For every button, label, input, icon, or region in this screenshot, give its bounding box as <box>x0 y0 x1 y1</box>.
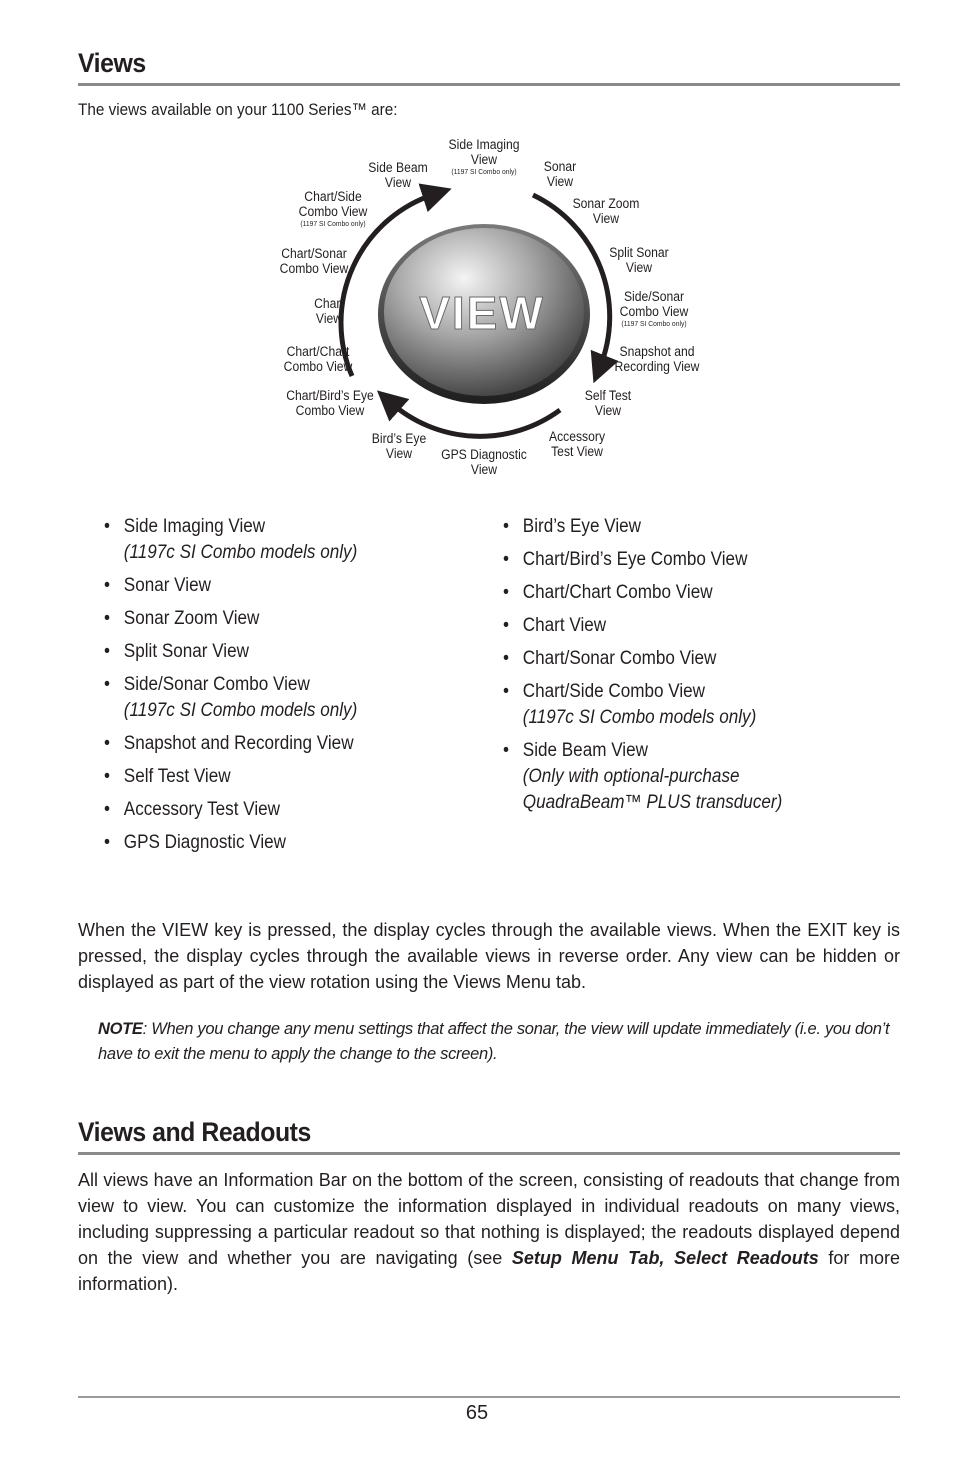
list-item: • Chart/Side Combo View (1197c SI Combo models only) <box>503 679 782 731</box>
list-item: • Snapshot and Recording View <box>104 731 357 757</box>
view-cycle-diagram <box>260 132 730 482</box>
views-list-right <box>503 514 813 823</box>
list-item: • Self Test View <box>104 764 357 790</box>
note-paragraph <box>98 1017 898 1067</box>
setup-menu-reference: Setup Menu Tab, Select Readouts <box>511 1248 819 1268</box>
note-text: : When you change any menu settings that affect the sonar, the view will update immediately (i.e. you don’t have to exit the menu to apply the change to the screen). <box>98 1020 890 1063</box>
list-item: • Sonar Zoom View <box>104 606 357 632</box>
diagram-label-chart-birds-eye: Chart/Bird’s Eye Combo View <box>286 388 374 418</box>
views-list-left <box>104 514 385 863</box>
section-title-views-readouts: Views and Readouts <box>78 1117 311 1147</box>
list-item: • Chart View <box>503 613 782 639</box>
diagram-label-birds-eye: Bird’s Eye View <box>371 431 427 461</box>
view-key-label: VIEW <box>419 287 545 339</box>
diagram-label-chart-side: Chart/Side Combo View (1197 SI Combo only) <box>298 189 368 228</box>
diagram-label-gps-diagnostic: GPS Diagnostic View <box>441 447 527 477</box>
diagram-label-side-sonar-combo: Side/Sonar Combo View (1197 SI Combo only) <box>619 289 689 328</box>
diagram-label-sonar: Sonar View <box>543 159 577 189</box>
diagram-label-side-beam: Side Beam View <box>368 160 428 190</box>
diagram-label-chart-chart: Chart/Chart Combo View <box>283 344 353 374</box>
diagram-label-accessory-test: Accessory Test View <box>548 429 606 459</box>
section-title-views: Views <box>78 48 146 78</box>
footer-rule <box>78 1396 900 1398</box>
list-item: • Accessory Test View <box>104 797 357 823</box>
list-item: • Side Imaging View (1197c SI Combo models only) <box>104 514 357 566</box>
list-item: • Chart/Chart Combo View <box>503 580 782 606</box>
list-item: • Sonar View <box>104 573 357 599</box>
diagram-label-self-test: Self Test View <box>584 388 632 418</box>
section2-rule <box>78 1152 900 1155</box>
diagram-label-sonar-zoom: Sonar Zoom View <box>572 196 640 226</box>
title-rule <box>78 83 900 86</box>
intro-text: The views available on your 1100 Series™ are: <box>78 100 398 119</box>
diagram-label-split-sonar: Split Sonar View <box>609 245 669 275</box>
page-number: 65 <box>465 1402 489 1424</box>
list-item: • GPS Diagnostic View <box>104 830 357 856</box>
readouts-paragraph: All views have an Information Bar on the bottom of the screen, consisting of readouts that change from view to view. You can customize the information displayed in individual readouts on many views, including suppressing a particular readout so that nothing is displayed; the readouts displayed depend on the view and whether you are navigating (see Setup Menu Tab, Select Readouts for more information). <box>78 1170 900 1294</box>
diagram-label-snapshot: Snapshot and Recording View <box>614 344 700 374</box>
list-item: • Chart/Bird’s Eye Combo View <box>503 547 782 573</box>
list-item: • Bird’s Eye View <box>503 514 782 540</box>
list-item: • Side Beam View (Only with optional-purchase QuadraBeam™ PLUS transducer) <box>503 738 782 816</box>
diagram-label-chart: Chart View <box>314 296 344 326</box>
diagram-label-chart-sonar: Chart/Sonar Combo View <box>279 246 349 276</box>
list-item: • Split Sonar View <box>104 639 357 665</box>
note-label: NOTE <box>98 1020 143 1038</box>
diagram-label-side-imaging: Side Imaging View (1197 SI Combo only) <box>448 137 520 176</box>
list-item: • Chart/Sonar Combo View <box>503 646 782 672</box>
list-item: • Side/Sonar Combo View (1197c SI Combo models only) <box>104 672 357 724</box>
view-key-paragraph: When the VIEW key is pressed, the display cycles through the available views. When the EXIT key is pressed, the display cycles through the available views in reverse order. Any view can be hidden or displayed as part of the view rotation using the Views Menu tab. <box>78 920 900 992</box>
